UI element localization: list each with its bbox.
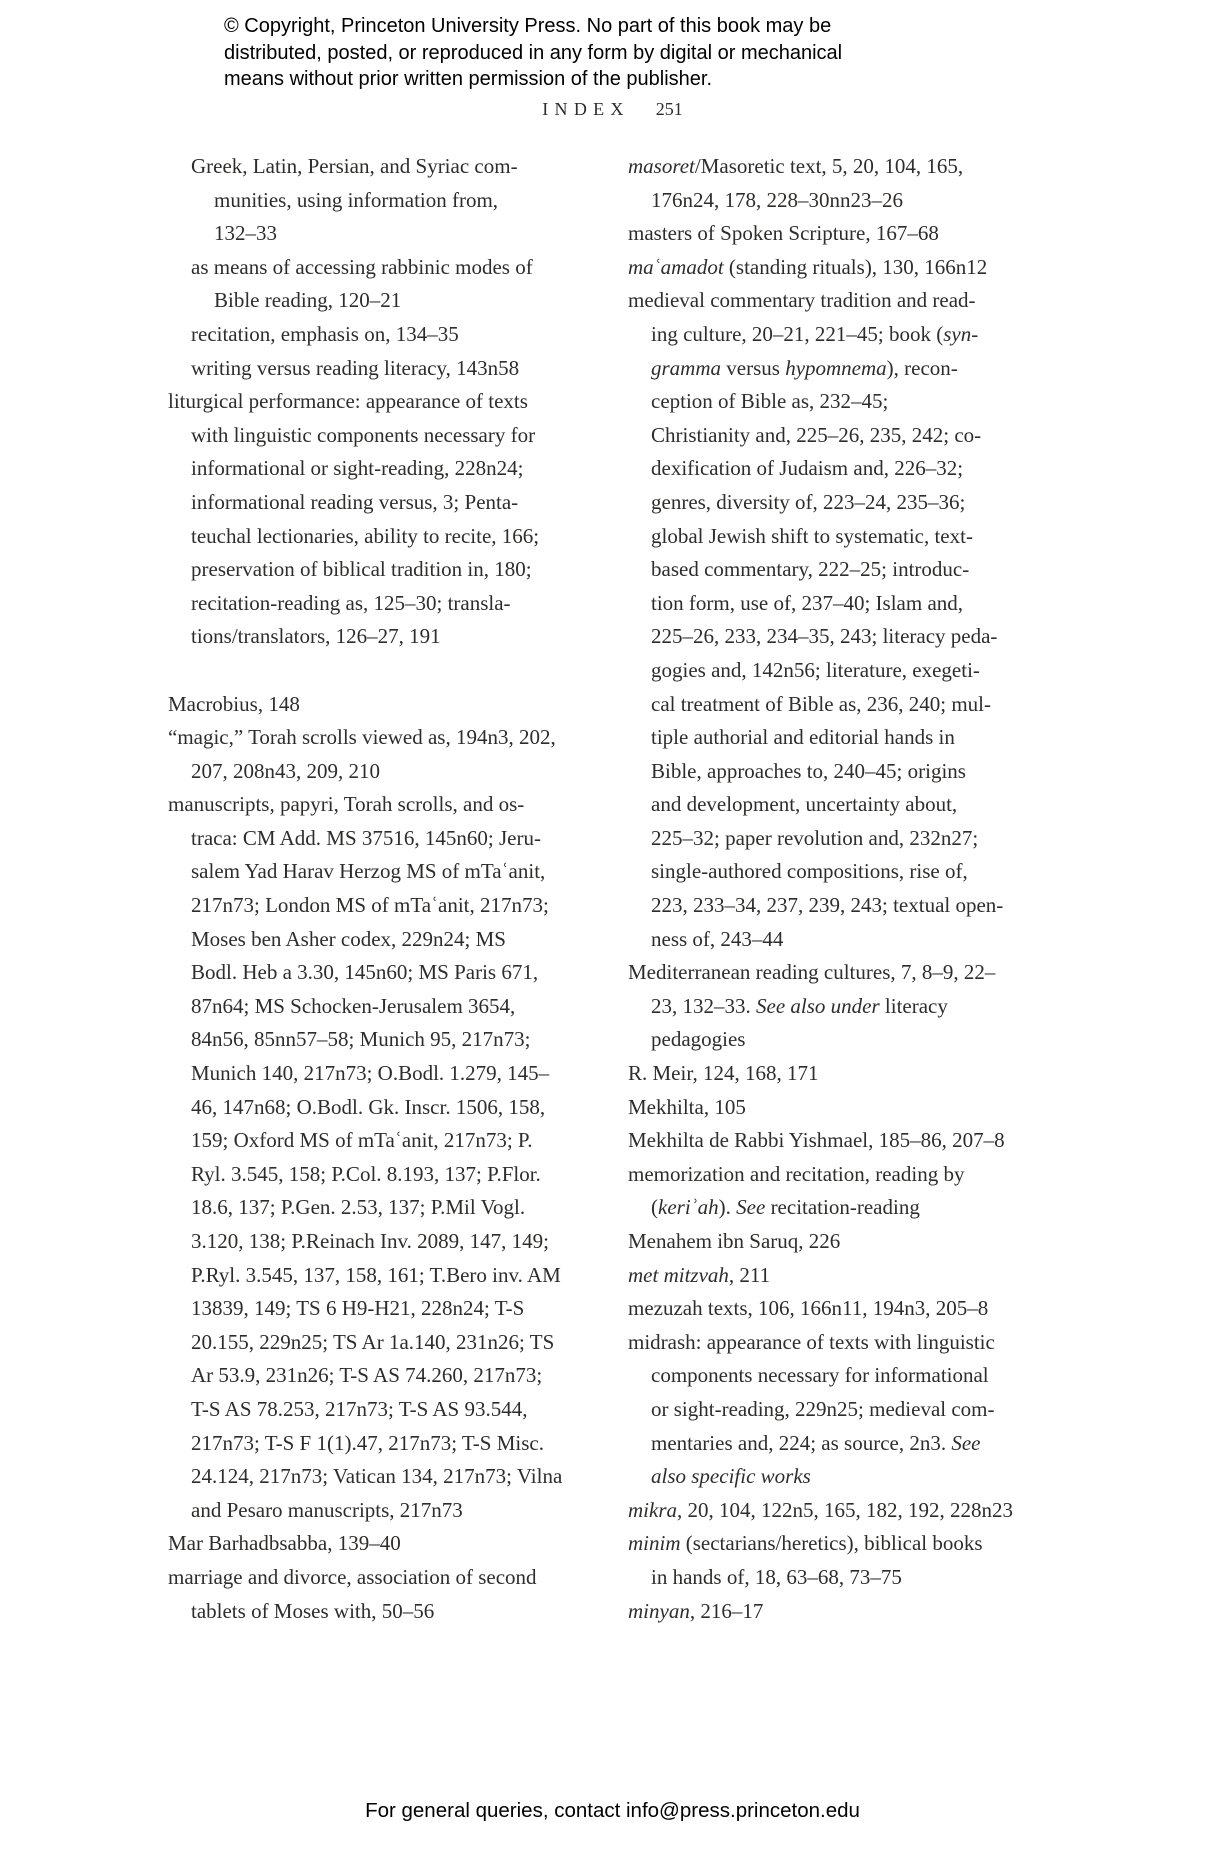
index-line: recitation, emphasis on, 134–35 bbox=[191, 321, 459, 346]
index-line: Menahem ibn Saruq, 226 bbox=[628, 1229, 841, 1253]
index-line: Mar Barhadbsabba, 139–40 bbox=[168, 1531, 401, 1556]
index-line: 159; Oxford MS of mTaʿanit, 217n73; P. bbox=[191, 1128, 533, 1153]
index-line: manuscripts, papyri, Torah scrolls, and os- bbox=[168, 792, 525, 817]
page-number: 251 bbox=[655, 99, 683, 119]
index-line: Munich 140, 217n73; O.Bodl. 1.279, 145– bbox=[191, 1061, 550, 1086]
index-line: masters of Spoken Scripture, 167–68 bbox=[628, 221, 939, 246]
index-line: 207, 208n43, 209, 210 bbox=[191, 758, 380, 783]
index-line: Greek, Latin, Persian, and Syriac com- bbox=[191, 154, 518, 178]
index-line bbox=[168, 654, 598, 688]
index-line: global Jewish shift to systematic, text- bbox=[651, 523, 973, 548]
index-line: 87n64; MS Schocken-Jerusalem 3654, bbox=[191, 993, 516, 1018]
index-line: munities, using information from, bbox=[214, 187, 499, 212]
copyright-notice bbox=[224, 13, 842, 93]
index-line: 24.124, 217n73; Vatican 134, 217n73; Vilna bbox=[191, 1464, 563, 1489]
index-line: informational reading versus, 3; Penta- bbox=[191, 489, 519, 514]
copyright-line: © Copyright, Princeton University Press. No part of this book may be bbox=[224, 15, 832, 37]
index-line: R. Meir, 124, 168, 171 bbox=[628, 1061, 819, 1086]
index-line: 23, 132–33. See also under literacy bbox=[651, 993, 948, 1018]
index-line: gramma versus hypomnema), recon- bbox=[651, 355, 958, 380]
index-line: minim (sectarians/heretics), biblical books bbox=[628, 1531, 983, 1556]
index-line: maʿamadot (standing rituals), 130, 166n12 bbox=[628, 254, 988, 279]
index-line: as means of accessing rabbinic modes of bbox=[191, 254, 533, 279]
index-line: Ar 53.9, 231n26; T-S AS 74.260, 217n73; bbox=[191, 1363, 543, 1388]
index-line: 46, 147n68; O.Bodl. Gk. Inscr. 1506, 158, bbox=[191, 1094, 546, 1119]
index-line: Mekhilta de Rabbi Yishmael, 185–86, 207–8 bbox=[628, 1128, 1005, 1153]
index-line: Mekhilta, 105 bbox=[628, 1094, 746, 1119]
index-line: Macrobius, 148 bbox=[168, 691, 300, 716]
index-line: Bible, approaches to, 240–45; origins bbox=[651, 758, 966, 783]
index-line: 20.155, 229n25; TS Ar 1a.140, 231n26; TS bbox=[191, 1329, 555, 1354]
index-line: salem Yad Harav Herzog MS of mTaʿanit, bbox=[191, 859, 546, 884]
footer-contact: For general queries, contact info@press.princeton.edu bbox=[365, 1799, 860, 1822]
index-line: gogies and, 142n56; literature, exegeti- bbox=[651, 657, 980, 682]
index-line: 217n73; T-S F 1(1).47, 217n73; T-S Misc. bbox=[191, 1430, 544, 1455]
index-line: dexification of Judaism and, 226–32; bbox=[651, 456, 964, 481]
index-line: (keriʾah). See recitation-reading bbox=[651, 1195, 920, 1220]
index-line: 217n73; London MS of mTaʿanit, 217n73; bbox=[191, 893, 549, 918]
index-line: P.Ryl. 3.545, 137, 158, 161; T.Bero inv. AM bbox=[191, 1262, 561, 1287]
index-line: tiple authorial and editorial hands in bbox=[651, 725, 955, 750]
page-title: INDEX bbox=[542, 99, 630, 119]
index-line: and Pesaro manuscripts, 217n73 bbox=[191, 1497, 463, 1522]
index-line: based commentary, 222–25; introduc- bbox=[651, 557, 970, 582]
index-line: minyan, 216–17 bbox=[628, 1598, 764, 1623]
index-line: teuchal lectionaries, ability to recite, 166; bbox=[191, 523, 540, 548]
index-line: components necessary for informational bbox=[651, 1363, 989, 1388]
index-line: midrash: appearance of texts with linguistic bbox=[628, 1329, 995, 1354]
index-line: 225–26, 233, 234–35, 243; literacy peda- bbox=[651, 624, 998, 649]
index-line: Christianity and, 225–26, 235, 242; co- bbox=[651, 422, 982, 447]
index-line: in hands of, 18, 63–68, 73–75 bbox=[651, 1564, 902, 1589]
index-line: 84n56, 85nn57–58; Munich 95, 217n73; bbox=[191, 1027, 531, 1052]
index-line: Ryl. 3.545, 158; P.Col. 8.193, 137; P.Flor. bbox=[191, 1161, 541, 1186]
index-line: medieval commentary tradition and read- bbox=[628, 288, 976, 313]
index-line: mikra, 20, 104, 122n5, 165, 182, 192, 228n23 bbox=[628, 1497, 1013, 1522]
index-line: liturgical performance: appearance of texts bbox=[168, 389, 528, 414]
index-line: with linguistic components necessary for bbox=[191, 422, 536, 447]
index-line: mentaries and, 224; as source, 2n3. See bbox=[651, 1430, 981, 1455]
index-line: 176n24, 178, 228–30nn23–26 bbox=[651, 187, 903, 212]
page-header bbox=[0, 99, 1225, 120]
index-line: T-S AS 78.253, 217n73; T-S AS 93.544, bbox=[191, 1396, 528, 1421]
index-line: ception of Bible as, 232–45; bbox=[651, 389, 889, 414]
index-line: Mediterranean reading cultures, 7, 8–9, 22– bbox=[628, 960, 996, 985]
index-line: Bible reading, 120–21 bbox=[214, 288, 402, 313]
index-line: traca: CM Add. MS 37516, 145n60; Jeru- bbox=[191, 825, 541, 850]
index-line: 225–32; paper revolution and, 232n27; bbox=[651, 825, 979, 850]
index-line: Moses ben Asher codex, 229n24; MS bbox=[191, 926, 506, 951]
index-line: or sight-reading, 229n25; medieval com- bbox=[651, 1396, 995, 1421]
index-line: 223, 233–34, 237, 239, 243; textual open- bbox=[651, 893, 1004, 918]
index-line: preservation of biblical tradition in, 180; bbox=[191, 557, 532, 582]
index-column-right bbox=[628, 150, 1078, 1628]
index-line: tions/translators, 126–27, 191 bbox=[191, 624, 441, 649]
index-line: pedagogies bbox=[651, 1027, 746, 1052]
index-line: single-authored compositions, rise of, bbox=[651, 859, 968, 884]
copyright-line: distributed, posted, or reproduced in any form by digital or mechanical bbox=[224, 41, 843, 64]
index-line: mezuzah texts, 106, 166n11, 194n3, 205–8 bbox=[628, 1296, 989, 1321]
index-line: tion form, use of, 237–40; Islam and, bbox=[651, 590, 964, 615]
index-line: “magic,” Torah scrolls viewed as, 194n3, 202, bbox=[168, 725, 556, 750]
index-line: writing versus reading literacy, 143n58 bbox=[191, 355, 520, 380]
index-line: genres, diversity of, 223–24, 235–36; bbox=[651, 489, 966, 514]
index-line: and development, uncertainty about, bbox=[651, 792, 958, 817]
index-line: ing culture, 20–21, 221–45; book (syn- bbox=[651, 321, 979, 346]
index-column-left bbox=[168, 150, 598, 1628]
index-line: informational or sight-reading, 228n24; bbox=[191, 456, 524, 481]
copyright-line: means without prior written permission of the publisher. bbox=[224, 68, 713, 90]
index-line: 3.120, 138; P.Reinach Inv. 2089, 147, 149; bbox=[191, 1229, 549, 1253]
index-line: 18.6, 137; P.Gen. 2.53, 137; P.Mil Vogl. bbox=[191, 1195, 526, 1220]
index-line: recitation-reading as, 125–30; transla- bbox=[191, 590, 511, 615]
index-line: cal treatment of Bible as, 236, 240; mul- bbox=[651, 691, 991, 716]
index-line: also specific works bbox=[651, 1464, 811, 1489]
index-line: met mitzvah, 211 bbox=[628, 1262, 771, 1287]
index-line: masoret/Masoretic text, 5, 20, 104, 165, bbox=[628, 154, 964, 178]
index-line: marriage and divorce, association of second bbox=[168, 1564, 537, 1589]
index-line: 13839, 149; TS 6 H9-H21, 228n24; T-S bbox=[191, 1296, 525, 1321]
index-line: memorization and recitation, reading by bbox=[628, 1161, 965, 1186]
index-line: tablets of Moses with, 50–56 bbox=[191, 1598, 435, 1623]
index-line: 132–33 bbox=[214, 221, 277, 246]
index-line: Bodl. Heb a 3.30, 145n60; MS Paris 671, bbox=[191, 960, 539, 985]
index-line: ness of, 243–44 bbox=[651, 926, 784, 951]
